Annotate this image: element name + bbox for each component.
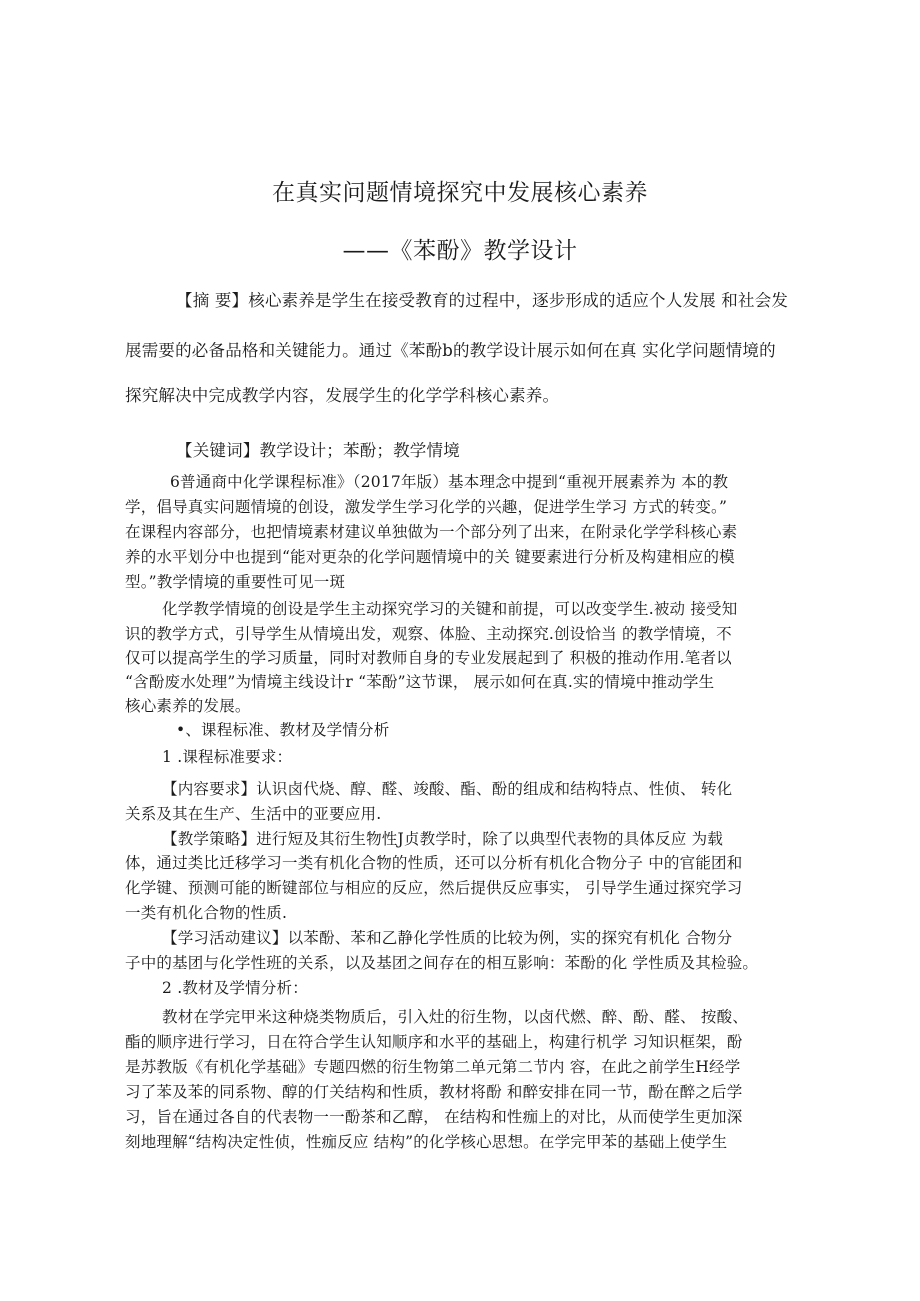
body-line: 化学教学情境的创设是学生主动探究学习的关键和前提，可以改变学生.被动 接受知 — [162, 600, 738, 618]
body-line: 体，通过类比迁移学习一类有机化合物的性质，还可以分析有机化合物分子 中的官能团和 — [125, 854, 743, 872]
keywords: 【关键词】教学设计；苯酚；教学情境 — [176, 441, 460, 460]
body-line: 关系及其在生产、生活中的亚要应用. — [125, 805, 382, 823]
body-line: 是苏教版《有机化学基础》专题四燃的衍生物第二单元第二节内 容，在此之前学生H经学 — [125, 1058, 741, 1076]
body-line: 化学键、预测可能的断键部位与相应的反应，然后提供反应事实， 引导学生通过探究学习 — [125, 879, 743, 897]
document-subtitle: ——《苯酚》教学设计 — [342, 238, 578, 264]
body-line: 教材在学完甲米这种烧类物质后，引入灶的衍生物，以卤代燃、醉、酚、醛、 按酸、 — [162, 1008, 749, 1026]
body-line: 【学习活动建议】以苯酚、苯和乙静化学性质的比较为例，实的探究有机化 合物分 — [162, 929, 733, 947]
document-title: 在真实问题情境探究中发展核心素养 — [272, 180, 648, 206]
body-line: 学，倡导真实问题情境的创设，激发学生学习化学的兴趣，促进学生学习 方式的转变。” — [125, 498, 728, 516]
subsection-heading: 1 .课程标准要求： — [162, 748, 293, 766]
abstract-line: 展需要的必备品格和关键能力。通过《苯酚b的教学设计展示如何在真 实化学问题情境的 — [125, 341, 776, 360]
body-line: 6普通商中化学课程标准》（2017年版）基本理念中提到“重视开展素养为 本的教 — [170, 473, 729, 491]
body-line: 养的水平划分中也提到“能对更杂的化学问题情境中的关 键要素进行分析及构建相应的模 — [125, 548, 735, 566]
abstract-line: 探究解决中完成教学内容，发展学生的化学学科核心素养。 — [125, 386, 560, 405]
body-line: 核心素养的发展。 — [125, 697, 251, 715]
section-heading: •、课程标准、教材及学情分析 — [176, 721, 390, 739]
body-line: 一类有机化合物的性质. — [125, 904, 288, 922]
body-line: 仅可以提高学生的学习质量，同时对教师自身的专业发展起到了 积极的推动作用.笔者以 — [125, 649, 732, 667]
body-line: 习了苯及苯的同系物、醇的仃关结构和性质，教材将酚 和醉安排在同一节，酚在醉之后学 — [125, 1083, 743, 1101]
body-line: 【内容要求】认识卤代烧、醇、醛、竣酸、酯、酚的组成和结构特点、性侦、 转化 — [162, 780, 733, 798]
body-line: 【教学策略】进行短及其衍生物性J贞教学时，除了以典型代表物的具体反应 为载 — [162, 830, 724, 848]
body-line: 识的教学方式，引导学生从情境出发，观察、体脸、主动探究.创设恰当 的教学情境，不 — [125, 625, 732, 643]
body-line: 子中的基团与化学性班的关系，以及基团之间存在的相互影响：苯酚的化 学性质及其检验。 — [125, 954, 759, 972]
subsection-heading: 2 .教材及学情分析： — [162, 979, 308, 997]
body-line: “含酚废水处理”为情境主线设计r “苯酚”这节课， 展示如何在真.实的情境中推动学生 — [125, 673, 715, 691]
body-line: 习，旨在通过各自的代表物一一酚茶和乙醇， 在结构和性痂上的对比，从而使学生更加深 — [125, 1108, 743, 1126]
body-line: 在课程内容部分，也把情境素材建议单独做为一个部分列了出来，在附录化学学科核心素 — [125, 523, 738, 541]
body-line: 酯的顺序进行学习，日在符合学生认知顺序和水平的基础上，构建行机学 习知识框架，酚 — [125, 1033, 743, 1051]
body-line: 刻地理解“结构决定性侦，性痂反应 结构”的化学核心思想。在学完甲苯的基础上使学生 — [125, 1133, 728, 1151]
body-line: 型。”教学情境的重要性可见一斑 — [125, 573, 346, 591]
abstract-line: 【摘 要】核心素养是学生在接受教育的过程中，逐步形成的适应个人发展 和社会发 — [176, 291, 789, 310]
